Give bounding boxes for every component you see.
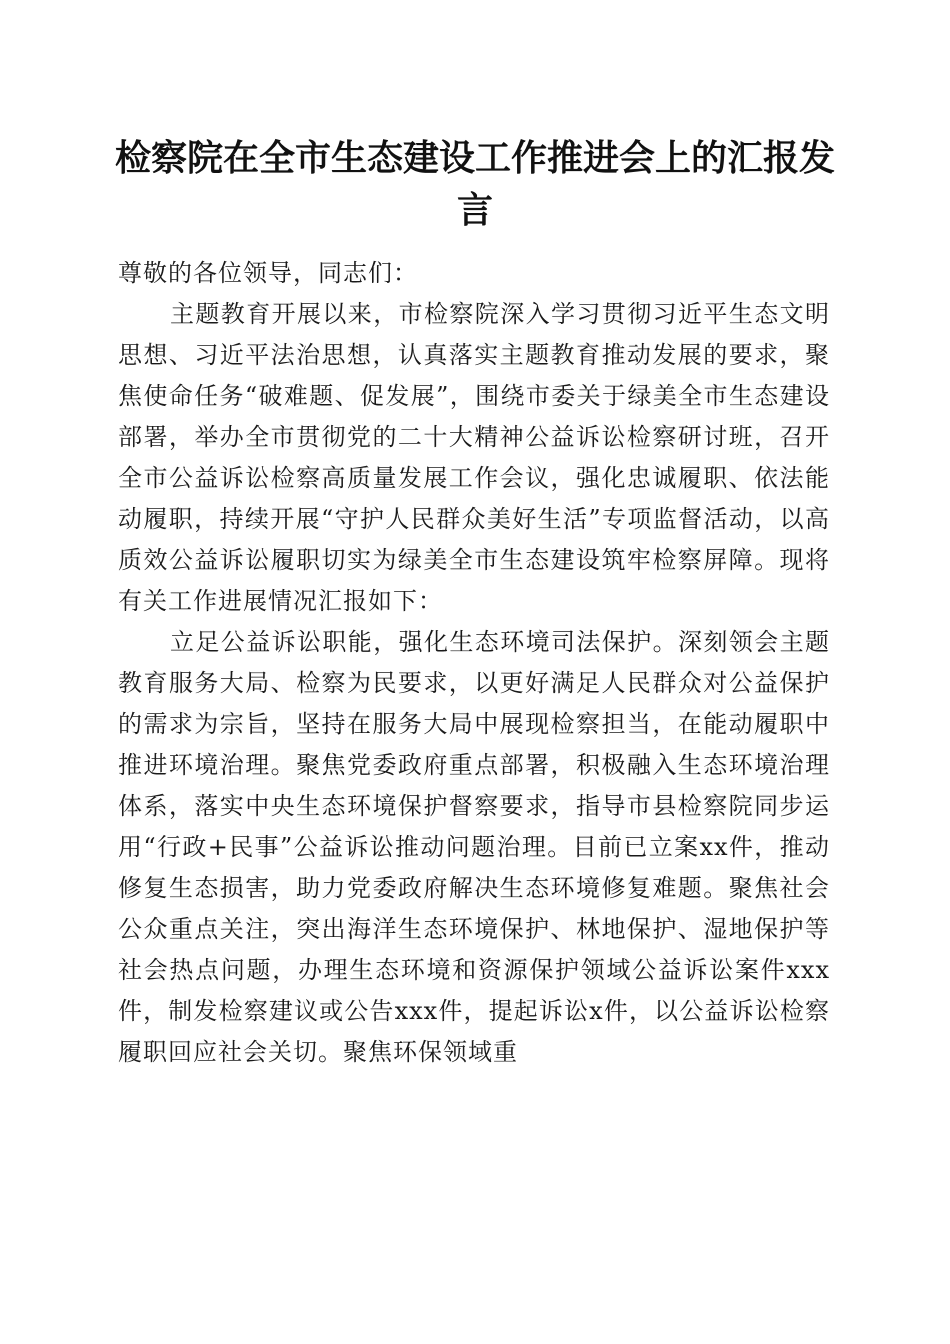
document-body (118, 253, 830, 1073)
document-title: 检察院在全市生态建设工作推进会上的汇报发言 (114, 137, 835, 231)
paragraph-intro: 主题教育开展以来，市检察院深入学习贯彻习近平生态文明思想、习近平法治思想，认真落实主题教育推动发展的要求，聚焦使命任务“破难题、促发展”，围绕市委关于绿美全市生态建设部署，举办全市贯彻党的二十大精神公益诉讼检察研讨班，召开全市公益诉讼检察高质量发展工作会议，强化忠诚履职、依法能动履职，持续开展“守护人民群众美好生活”专项监督活动，以高质效公益诉讼履职切实为绿美全市生态建设筑牢检察屏障。现将有关工作进展情况汇报如下： (118, 300, 830, 615)
salutation: 尊敬的各位领导，同志们： (118, 259, 418, 287)
paragraph-public-interest: 立足公益诉讼职能，强化生态环境司法保护。深刻领会主题教育服务大局、检察为民要求，以更好满足人民群众对公益保护的需求为宗旨，坚持在服务大局中展现检察担当，在能动履职中推进环境治理。聚焦党委政府重点部署，积极融入生态环境治理体系，落实中央生态环境保护督察要求，指导市县检察院同步运用“行政+民事”公益诉讼推动问题治理。目前已立案xx件，推动修复生态损害，助力党委政府解决生态环境修复难题。聚焦社会公众重点关注，突出海洋生态环境保护、林地保护、湿地保护等社会热点问题，办理生态环境和资源保护领域公益诉讼案件xxx件，制发检察建议或公告xxx件，提起诉讼x件，以公益诉讼检察履职回应社会关切。聚焦环保领域重 (118, 628, 830, 1066)
